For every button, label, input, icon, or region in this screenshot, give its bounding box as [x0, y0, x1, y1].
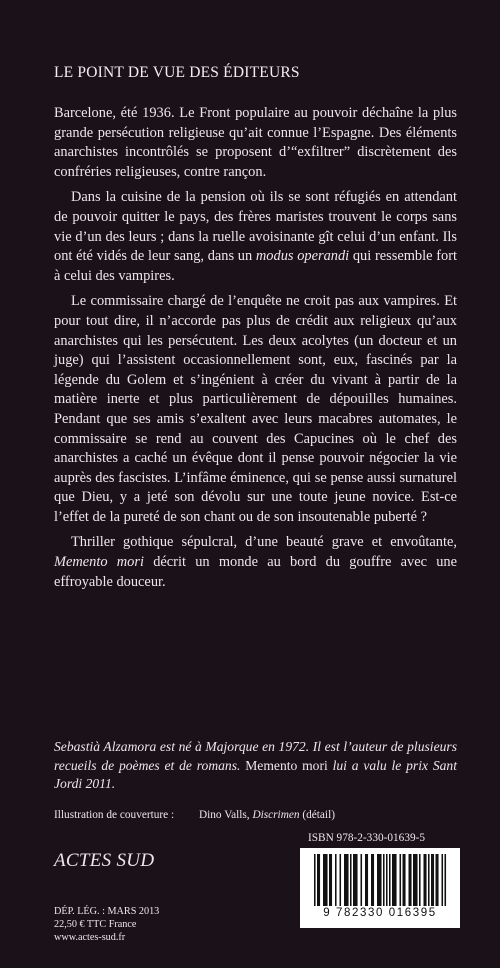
barcode-bar [373, 854, 375, 906]
barcode-bar [323, 854, 325, 906]
barcode-bar [380, 854, 382, 906]
synopsis-paragraph-4 [54, 533, 457, 592]
text-run: décrit un monde au bord du gouffre avec une effroyable douceur. [54, 554, 457, 590]
barcode-bar [395, 854, 397, 906]
text-run: Thriller gothique sépulcral, d’une beauté grave et envoûtante, [71, 534, 457, 551]
barcode-bar [425, 854, 427, 906]
barcode-bar [409, 854, 411, 906]
italic-title-run: modus operandi [255, 248, 350, 265]
barcode-bar [433, 854, 435, 906]
cover-artwork-detail: (détail) [302, 809, 335, 821]
barcode-bar [392, 854, 394, 906]
author-bio-award: lui a valu le prix Sant Jordi 2011. [54, 757, 457, 791]
barcode-bar [353, 854, 355, 906]
italic-title-run: Memento mori [54, 554, 144, 571]
barcode-bar [344, 854, 346, 906]
synopsis-paragraph-1 [54, 104, 457, 182]
barcode-bar [377, 854, 379, 906]
barcode-bar [365, 854, 367, 906]
barcode-bar [413, 854, 415, 906]
legal-info [54, 905, 159, 945]
website: www.actes-sud.fr [54, 932, 126, 944]
barcode-bar [403, 854, 405, 906]
barcode-bar [335, 854, 337, 906]
text-run: Barcelone, été 1936. Le Front populaire au pouvoir déchaîne la plus grande persécution religieuse qu’ait connue l’Espagne. Des éléments anarchistes incontrôlés se proposent d’“exfiltrer” discrètement des confréries religieuses, contre rançon. [54, 105, 457, 180]
barcode-bar [445, 854, 447, 906]
synopsis-paragraph-3 [54, 292, 457, 527]
barcode-bar [419, 854, 421, 906]
barcode-bar [355, 854, 357, 906]
barcode-bar [361, 854, 363, 906]
barcode-bar [314, 854, 316, 906]
cover-artist: Dino Valls, [198, 809, 250, 821]
barcode-bar [437, 854, 439, 906]
text-run: Dans la cuisine de la pension où ils se sont réfugiés en attendant de pouvoir quitter le pays, des frères maristes trouvent le corps sans vie d’un des leurs ; dans la ruelle avoisinante gît celui d’un enfant. Ils ont été vidés de leur sang, dans un [54, 189, 457, 265]
barcode-bar [404, 854, 406, 906]
cover-artwork-title: Discrimen [252, 809, 300, 821]
publisher-logo: ACTES SUD [54, 850, 155, 871]
synopsis-paragraph-2 [54, 188, 457, 286]
author-bio-text: Sebastià Alzamora est né à Majorque en 1972. Il est l’auteur de plusieurs recueils de poèmes et de romans. [54, 739, 457, 773]
barcode-bar [329, 854, 331, 906]
barcode-bar [424, 854, 426, 906]
barcode-bar [389, 854, 391, 906]
barcode-bar [319, 854, 321, 906]
book-title: Memento mori [245, 757, 328, 773]
barcode-bar [346, 854, 348, 906]
barcode-bar [394, 854, 396, 906]
barcode-bar [340, 854, 342, 906]
text-run: qui ressemble fort à celui des vampires. [54, 248, 457, 284]
barcode-bar [386, 854, 388, 906]
cover-credit [54, 809, 474, 821]
barcode-bar [431, 854, 433, 906]
text-run: Le commissaire chargé de l’enquête ne croit pas aux vampires. Et pour tout dire, il n’accorde pas plus de crédit aux religieux qu’aux anarchistes qui les persécutent. Les deux acolytes (un docteur et un juge) qui l’assistent occasionnellement sont, eux, fascinés par la légende du Golem et s’ingénient à créer du vivant à partir de la matière inerte et plus particulièrement de dépouilles humaines. Pendant que ses amis s’exaltent avec leurs macabres automates, le commissaire se rend au couvent des Capucines où le chef des anarchistes a caché un évêque dont il pense pouvoir négocier la vie auprès des fascistes. L’infâme éminence, qui se pense aussi surnaturel que Dieu, y a jeté son dévolu sur une toute jeune novice. Est-ce l’effet de la pureté de son chant ou de son insoutenable puberté ? [54, 293, 457, 525]
barcode-bar [325, 854, 327, 906]
barcode-bar [436, 854, 438, 906]
barcode-bar [331, 854, 333, 906]
barcode-bar [367, 854, 369, 906]
barcode-bar [383, 854, 385, 906]
synopsis [54, 104, 457, 598]
isbn-number: ISBN 978-2-330-01639-5 [308, 832, 426, 844]
barcode-bar [317, 854, 319, 906]
cover-credit-label: Illustration de couverture : [54, 809, 175, 821]
barcode-bar [428, 854, 430, 906]
barcode-bar [400, 854, 402, 906]
barcode-digits: 9 782330 016395 [323, 907, 437, 919]
barcode-bar [416, 854, 418, 906]
barcode-bar [371, 854, 373, 906]
barcode [300, 848, 460, 928]
barcode-bar [415, 854, 417, 906]
barcode-bar [326, 854, 328, 906]
barcode-bar [442, 854, 444, 906]
section-heading: LE POINT DE VUE DES ÉDITEURS [54, 64, 300, 81]
barcode-bar [350, 854, 352, 906]
barcode-bar [410, 854, 412, 906]
barcode-bar [356, 854, 358, 906]
barcode-bar [379, 854, 381, 906]
author-bio [54, 738, 457, 794]
barcode-bar [347, 854, 349, 906]
legal-deposit: DÉP. LÉG. : MARS 2013 [54, 906, 160, 917]
price: 22,50 € TTC France [54, 919, 137, 931]
